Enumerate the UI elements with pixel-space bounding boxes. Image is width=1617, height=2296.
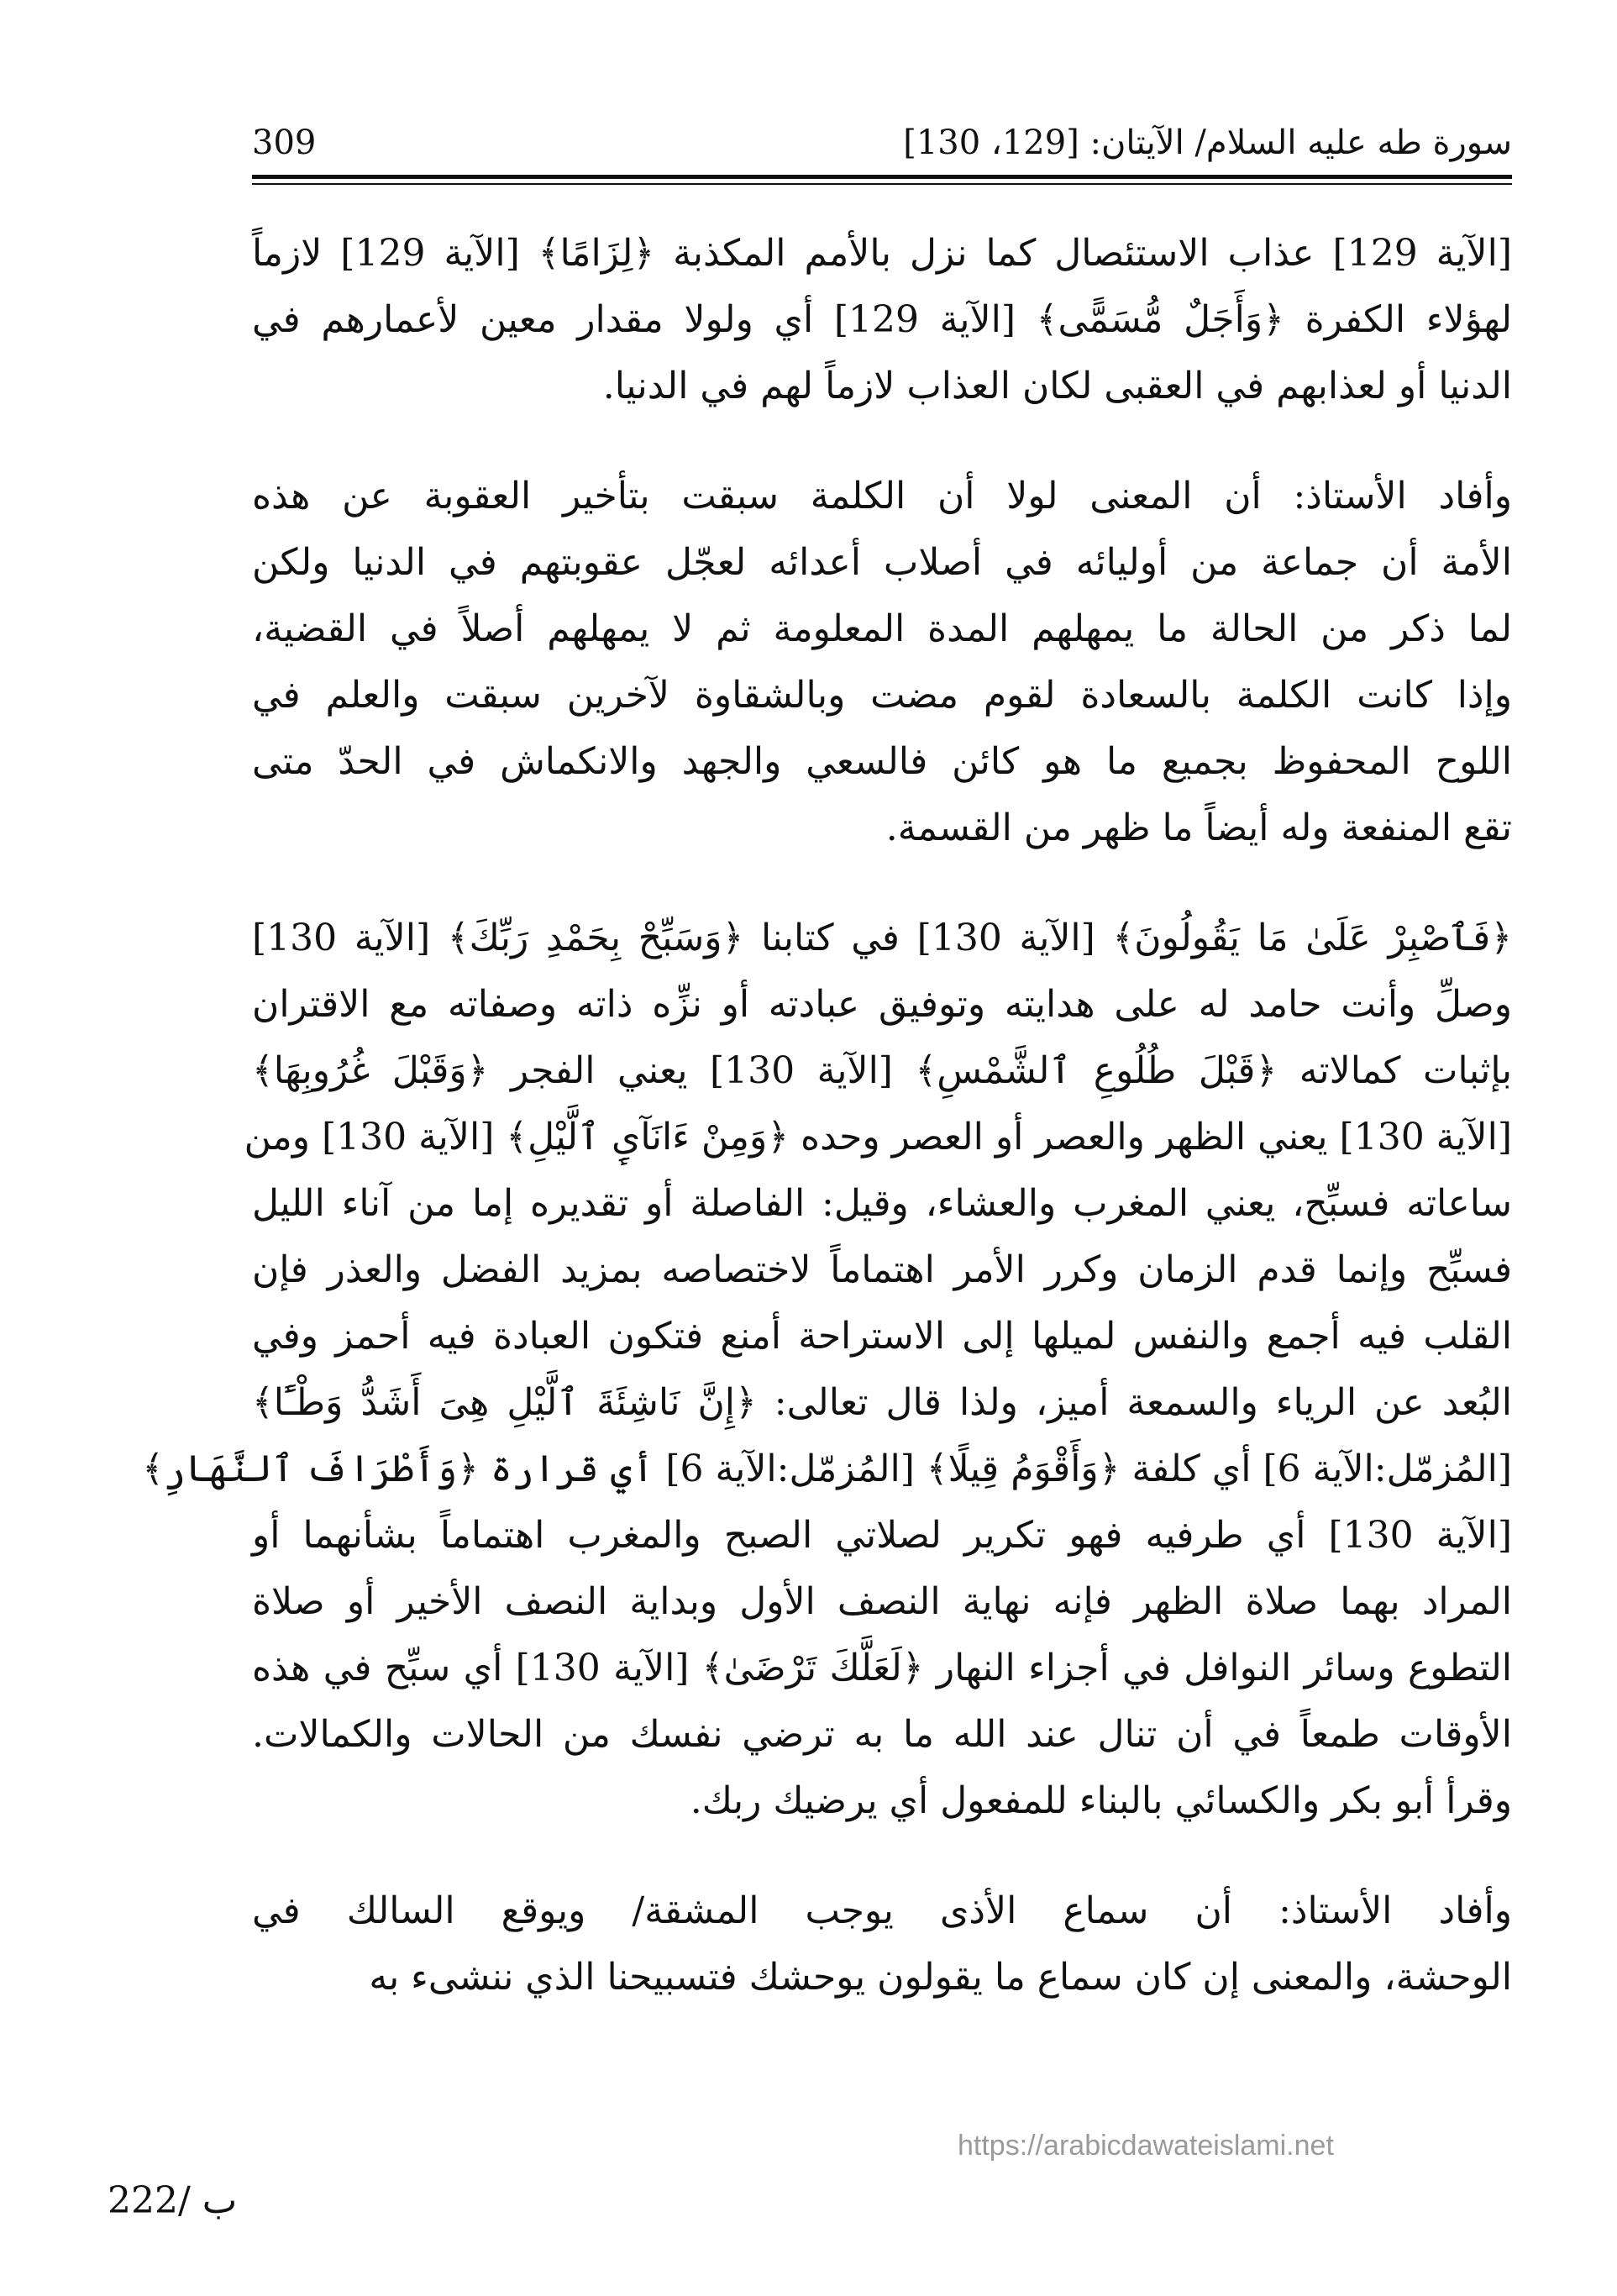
text-line: اللوح المحفوظ بجميع ما هو كائن فالسعي والجهد والانكماش في الحدّ متى <box>252 740 1512 783</box>
text-line: تقع المنفعة وله أيضاً ما ظهر من القسمة. <box>885 806 1512 849</box>
page-number: 309 <box>252 123 317 162</box>
text-line: [المُزمّل:الآية 6] أي كلفة ﴿وَأَقْوَمُ قِيلًا﴾ [المُزمّل:الآية 6] أي قرارة ﴿وَأَطْرَافَ ٱلنَّهَارِ﴾ <box>142 1447 1512 1490</box>
text-line: وأفاد الأستاذ: أن المعنى لولا أن الكلمة سبقت بتأخير العقوبة عن هذه <box>252 475 1512 518</box>
text-line: وأفاد الأستاذ: أن سماع الأذى يوجب المشقة/ ويوقع السالك في <box>252 1889 1512 1932</box>
body-text <box>142 220 1513 2054</box>
text-line: القلب فيه أجمع والنفس لميلها إلى الاستراحة أمنع فتكون العبادة فيه أحمز وفي <box>252 1315 1512 1358</box>
text-line: [الآية 130] يعني الظهر والعصر أو العصر وحده ﴿وَمِنْ ءَانَآىِٕ ٱلَّيْلِ﴾ [الآية 130] ومن <box>244 1116 1512 1159</box>
text-line: [الآية 129] عذاب الاستئصال كما نزل بالأمم المكذبة ﴿لِزَامًا﴾ [الآية 129] لازماً <box>252 232 1512 275</box>
watermark: https://arabicdawateislami.net <box>958 2130 1334 2162</box>
text-line: الأوقات طمعاً في أن تنال عند الله ما به ترضي نفسك من الحالات والكمالات. <box>252 1713 1512 1756</box>
paragraph <box>252 220 1512 419</box>
text-line: وصلِّ وأنت حامد له على هدايته وتوفيق عبادته أو نزِّه ذاته وصفاته مع الاقتران <box>252 983 1512 1026</box>
text-line: الدنيا أو لعذابهم في العقبى لكان العذاب لازماً لهم في الدنيا. <box>602 365 1512 407</box>
header-rule-thick <box>252 175 1512 179</box>
header-rule-thin <box>252 183 1512 185</box>
text-line: وقرأ أبو بكر والكسائي بالبناء للمفعول أي يرضيك ربك. <box>690 1779 1512 1822</box>
text-line: فسبِّح وإنما قدم الزمان وكرر الأمر اهتماماً لاختصاصه بمزيد الفضل والعذر فإن <box>252 1248 1512 1291</box>
text-line: المراد بهما صلاة الظهر فإنه نهاية النصف الأول وبداية النصف الأخير أو صلاة <box>252 1580 1512 1623</box>
text-line: الأمة أن جماعة من أوليائه في أصلاب أعدائه لعجّل عقوبتهم في الدنيا ولكن <box>252 541 1512 584</box>
text-line: [الآية 130] أي طرفيه فهو تكرير لصلاتي الصبح والمغرب اهتماماً بشأنهما أو <box>252 1514 1512 1557</box>
text-line: ﴿فَٱصْبِرْ عَلَىٰ مَا يَقُولُونَ﴾ [الآية 130] في كتابنا ﴿وَسَبِّحْ بِحَمْدِ رَبِّكَ﴾ [الآية 130] <box>252 917 1512 959</box>
margin-folio-note: 222/ ب <box>108 2179 238 2222</box>
paragraph <box>142 905 1513 1834</box>
text-line: لهؤلاء الكفرة ﴿وَأَجَلٌ مُّسَمًّى﴾ [الآية 129] أي ولولا مقدار معين لأعمارهم في <box>252 298 1512 341</box>
paragraph <box>252 463 1512 861</box>
text-line: بإثبات كمالاته ﴿قَبْلَ طُلُوعِ ٱلشَّمْسِ﴾ [الآية 130] يعني الفجر ﴿وَقَبْلَ غُرُوبِهَا﴾ <box>252 1049 1513 1092</box>
text-line: التطوع وسائر النوافل في أجزاء النهار ﴿لَعَلَّكَ تَرْضَىٰ﴾ [الآية 130] أي سبِّح في هذه <box>252 1647 1513 1689</box>
text-line: البُعد عن الرياء والسمعة أميز، ولذا قال تعالى: ﴿إِنَّ نَاشِئَةَ ٱلَّيْلِ هِىَ أَشَدُّ وَطْـًٔا﴾ <box>252 1381 1512 1424</box>
text-line: وإذا كانت الكلمة بالسعادة لقوم مضت وبالشقاوة لآخرين سبقت والعلم في <box>252 674 1512 717</box>
text-line: ساعاته فسبِّح، يعني المغرب والعشاء، وقيل: الفاصلة أو تقديره إما من آناء الليل <box>252 1182 1512 1225</box>
header-title: سورة طه عليه السلام/ الآيتان: [129، 130] <box>903 123 1512 162</box>
running-header <box>252 118 1512 176</box>
paragraph <box>252 1878 1512 2010</box>
text-line: الوحشة، والمعنى إن كان سماع ما يقولون يوحشك فتسبيحنا الذي ننشىء به <box>369 1956 1512 1999</box>
text-line: لما ذكر من الحالة ما يمهلهم المدة المعلومة ثم لا يمهلهم أصلاً في القضية، <box>252 607 1512 650</box>
